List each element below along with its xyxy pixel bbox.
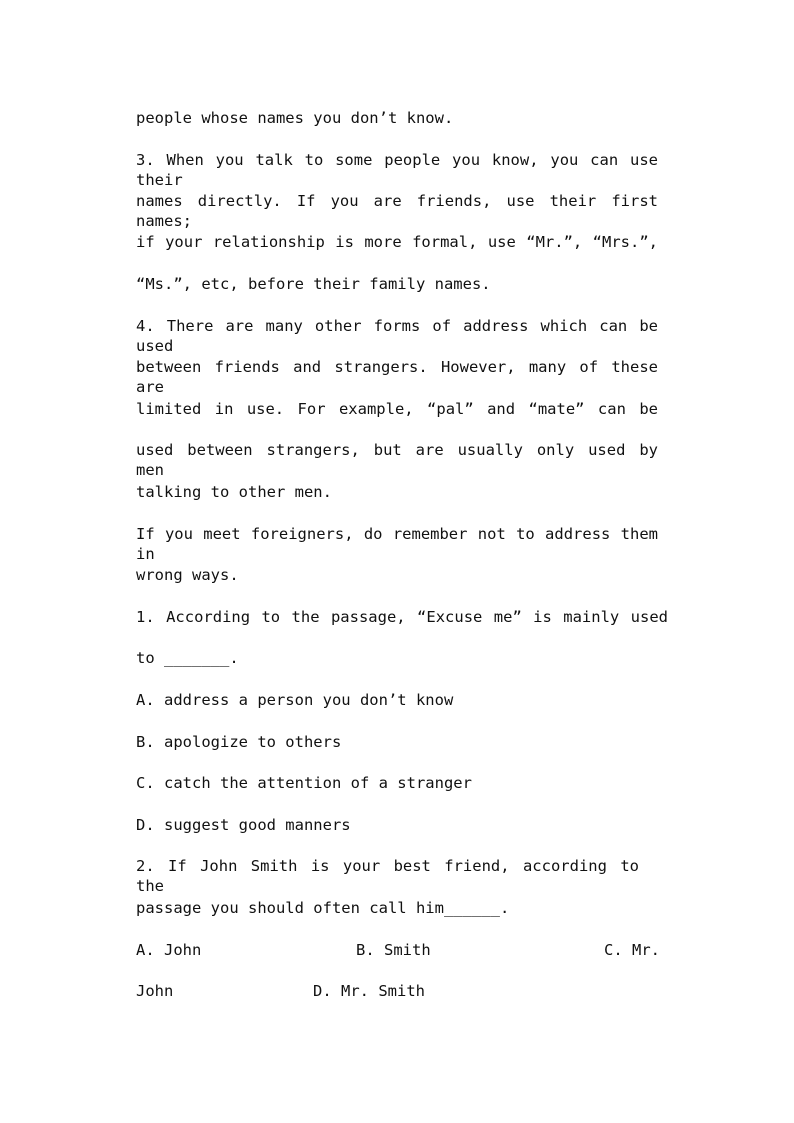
question-1-option-d: D. suggest good manners <box>136 816 351 834</box>
question-2-option-b: B. Smith <box>356 941 431 959</box>
paragraph-3-line-3: if your relationship is more formal, use “Mr.”, “Mrs.”, <box>136 233 658 251</box>
question-2-stem-line-2: passage you should often call him______. <box>136 899 510 917</box>
question-2-option-c-continued: John <box>136 982 174 1000</box>
paragraph-4-line-2: between friends and strangers. However, many of these are <box>136 358 658 396</box>
paragraph-5-line-2: wrong ways. <box>136 566 239 584</box>
paragraph-4-line-3: limited in use. For example, “pal” and “mate” can be <box>136 400 658 418</box>
question-1-stem-line-1: 1. According to the passage, “Excuse me” is mainly used <box>136 608 668 626</box>
paragraph-4-line-1: 4. There are many other forms of address which can be used <box>136 317 658 355</box>
question-2-option-c: C. Mr. <box>604 941 660 959</box>
paragraph-4-line-5: talking to other men. <box>136 483 332 501</box>
question-2-option-d: D. Mr. Smith <box>313 982 425 1000</box>
paragraph-3-line-4: “Ms.”, etc, before their family names. <box>136 275 491 293</box>
paragraph-3-line-1: 3. When you talk to some people you know, you can use their <box>136 151 658 189</box>
question-2-stem-line-1: 2. If John Smith is your best friend, according to the <box>136 857 639 895</box>
question-1-option-a: A. address a person you don’t know <box>136 691 454 709</box>
question-2-option-a: A. John <box>136 941 202 959</box>
paragraph-3-line-2: names directly. If you are friends, use their first names; <box>136 192 658 230</box>
question-1-stem-line-2: to _______. <box>136 649 239 667</box>
paragraph-2-end: people whose names you don’t know. <box>136 109 454 127</box>
question-1-option-c: C. catch the attention of a stranger <box>136 774 472 792</box>
paragraph-5-line-1: If you meet foreigners, do remember not to address them in <box>136 525 658 563</box>
question-1-option-b: B. apologize to others <box>136 733 342 751</box>
paragraph-4-line-4: used between strangers, but are usually only used by men <box>136 441 658 479</box>
